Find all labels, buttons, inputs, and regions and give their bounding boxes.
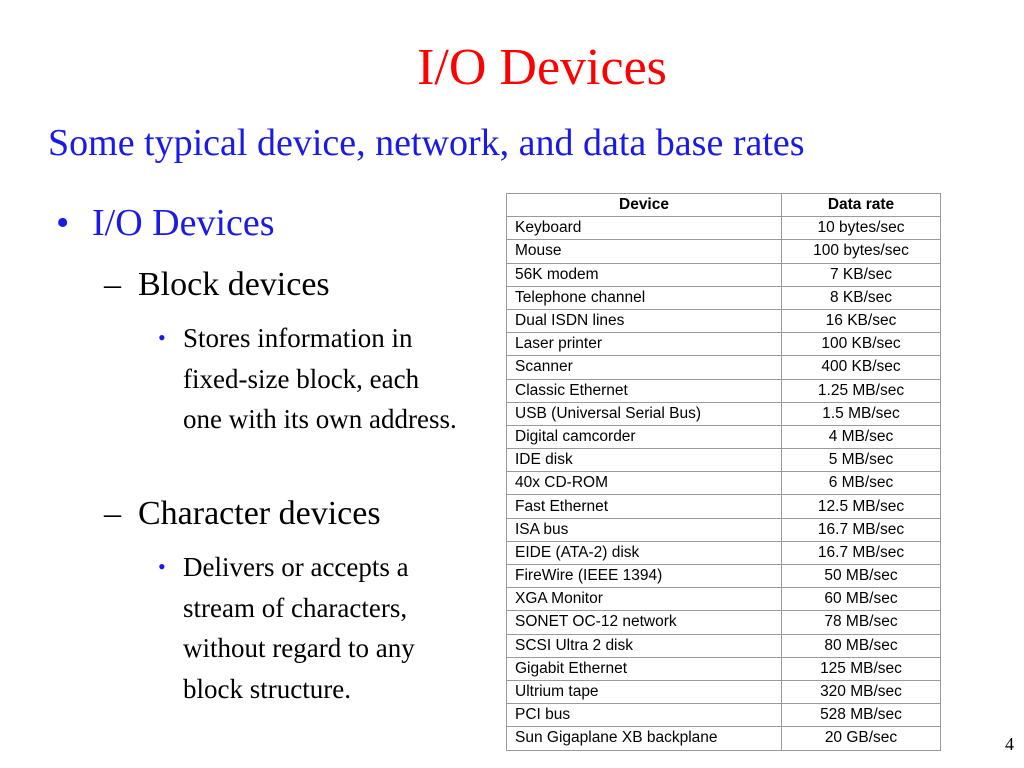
table-row: [507, 565, 941, 588]
data-rate-cell: 16.7 MB/sec: [782, 541, 941, 564]
table-row: [507, 634, 941, 657]
data-rate-cell: 1.5 MB/sec: [782, 402, 941, 425]
data-rate-cell: 320 MB/sec: [782, 680, 941, 703]
table-row: [507, 541, 941, 564]
dash-icon: –: [104, 495, 121, 532]
bullet-text: Delivers or accepts a stream of characters, without regard to any block structure.: [183, 552, 415, 704]
device-cell: PCI bus: [507, 704, 782, 727]
device-cell: Digital camcorder: [507, 425, 782, 448]
data-rate-cell: 10 bytes/sec: [782, 217, 941, 240]
table-row: [507, 309, 941, 332]
data-rate-cell: 6 MB/sec: [782, 472, 941, 495]
bullet-io-devices: [56, 200, 376, 246]
table-row: [507, 727, 941, 750]
table-row: [507, 611, 941, 634]
table-row: [507, 379, 941, 402]
data-rate-cell: 20 GB/sec: [782, 727, 941, 750]
device-cell: USB (Universal Serial Bus): [507, 402, 782, 425]
data-rate-cell: 16 KB/sec: [782, 309, 941, 332]
table-row: [507, 472, 941, 495]
table-row: [507, 680, 941, 703]
device-cell: SONET OC-12 network: [507, 611, 782, 634]
table-row: [507, 425, 941, 448]
device-cell: Classic Ethernet: [507, 379, 782, 402]
table-row: [507, 263, 941, 286]
data-rate-cell: 50 MB/sec: [782, 565, 941, 588]
bullet-text: Block devices: [138, 266, 330, 303]
device-cell: Mouse: [507, 240, 782, 263]
table-row: [507, 356, 941, 379]
bullet-text: Stores information in fixed-size block, each one with its own address.: [183, 323, 457, 434]
table-row: [507, 449, 941, 472]
device-cell: Ultrium tape: [507, 680, 782, 703]
slide-subtitle: Some typical device, network, and data base rates: [48, 122, 805, 164]
table-row: [507, 402, 941, 425]
bullet-text: I/O Devices: [92, 202, 275, 244]
table-row: [507, 240, 941, 263]
bullet-dot-icon: •: [158, 325, 166, 350]
data-rate-cell: 60 MB/sec: [782, 588, 941, 611]
table-header-row: [507, 194, 941, 217]
bullet-character-description: [158, 547, 458, 709]
bullet-text: Character devices: [138, 495, 381, 532]
table-row: [507, 588, 941, 611]
device-cell: SCSI Ultra 2 disk: [507, 634, 782, 657]
device-cell: Fast Ethernet: [507, 495, 782, 518]
device-cell: Scanner: [507, 356, 782, 379]
data-rate-cell: 125 MB/sec: [782, 657, 941, 680]
device-cell: Keyboard: [507, 217, 782, 240]
data-rate-cell: 400 KB/sec: [782, 356, 941, 379]
device-cell: EIDE (ATA-2) disk: [507, 541, 782, 564]
device-cell: Sun Gigaplane XB backplane: [507, 727, 782, 750]
table-row: [507, 286, 941, 309]
device-cell: FireWire (IEEE 1394): [507, 565, 782, 588]
device-cell: 40x CD-ROM: [507, 472, 782, 495]
bullet-character-devices: [104, 494, 381, 534]
device-cell: Telephone channel: [507, 286, 782, 309]
data-rate-cell: 8 KB/sec: [782, 286, 941, 309]
column-header-device: Device: [507, 194, 782, 217]
data-rate-cell: 100 bytes/sec: [782, 240, 941, 263]
data-rate-cell: 80 MB/sec: [782, 634, 941, 657]
table-row: [507, 518, 941, 541]
device-cell: Dual ISDN lines: [507, 309, 782, 332]
data-rate-cell: 5 MB/sec: [782, 449, 941, 472]
data-rate-cell: 4 MB/sec: [782, 425, 941, 448]
device-rate-table: [506, 193, 941, 751]
data-rate-cell: 16.7 MB/sec: [782, 518, 941, 541]
data-rate-cell: 100 KB/sec: [782, 333, 941, 356]
device-cell: 56K modem: [507, 263, 782, 286]
device-cell: ISA bus: [507, 518, 782, 541]
data-rate-cell: 528 MB/sec: [782, 704, 941, 727]
table-row: [507, 495, 941, 518]
data-rate-cell: 78 MB/sec: [782, 611, 941, 634]
bullet-dot-icon: •: [56, 202, 70, 244]
bullet-dot-icon: •: [158, 554, 166, 579]
device-cell: IDE disk: [507, 449, 782, 472]
data-rate-cell: 7 KB/sec: [782, 263, 941, 286]
slide-title: I/O Devices: [417, 39, 667, 96]
page-number: 4: [1005, 734, 1014, 754]
column-header-data-rate: Data rate: [782, 194, 941, 217]
table-row: [507, 333, 941, 356]
device-cell: XGA Monitor: [507, 588, 782, 611]
dash-icon: –: [104, 266, 121, 303]
table-row: [507, 657, 941, 680]
device-cell: Laser printer: [507, 333, 782, 356]
table-row: [507, 704, 941, 727]
device-cell: Gigabit Ethernet: [507, 657, 782, 680]
data-rate-cell: 1.25 MB/sec: [782, 379, 941, 402]
bullet-block-devices: [104, 265, 330, 305]
table-body: [507, 217, 941, 750]
data-rate-cell: 12.5 MB/sec: [782, 495, 941, 518]
bullet-block-description: [158, 318, 458, 440]
table-row: [507, 217, 941, 240]
